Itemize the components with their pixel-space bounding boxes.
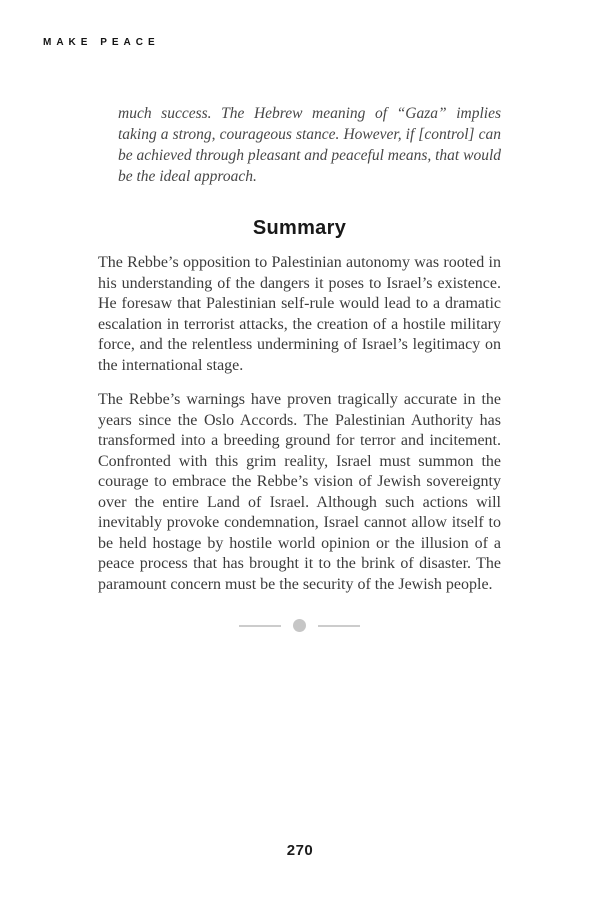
divider-dot-icon bbox=[293, 619, 306, 632]
running-head: MAKE PEACE bbox=[43, 37, 160, 48]
divider-line-right bbox=[318, 625, 360, 627]
summary-paragraph-2: The Rebbe’s warnings have proven tragically accurate in the years since the Oslo Accords. The Palestinian Authority has transformed into a breeding ground for terror and incitement. Confronted with this grim reality, Israel must summon the courage to embrace the Rebbe’s vision of Jewish sovereignty over the entire Land of Israel. Although such actions will inevitably provoke condemnation, Israel cannot allow itself to be held hostage by hostile world opinion or the illusion of a peace process that has brought it to the brink of disaster. The paramount concern must be the security of the Jewish people. bbox=[98, 391, 501, 593]
excerpt-quote: much success. The Hebrew meaning of “Gaza” implies taking a strong, courageous stance. However, if [control] can be achieved through pleasant and peaceful means, that would be the ideal approach. bbox=[118, 105, 501, 185]
page-number: 270 bbox=[286, 842, 314, 859]
section-divider bbox=[98, 619, 501, 632]
summary-heading: Summary bbox=[252, 217, 347, 239]
summary-paragraph-1: The Rebbe’s opposition to Palestinian autonomy was rooted in his understanding of the dangers it poses to Israel’s existence. He foresaw that Palestinian self-rule would lead to a dramatic escalation in terrorist attacks, the creation of a hostile military force, and the relentless undermining of Israel’s legitimacy on the international stage. bbox=[98, 254, 501, 374]
page-content bbox=[98, 103, 501, 632]
divider-line-left bbox=[239, 625, 281, 627]
